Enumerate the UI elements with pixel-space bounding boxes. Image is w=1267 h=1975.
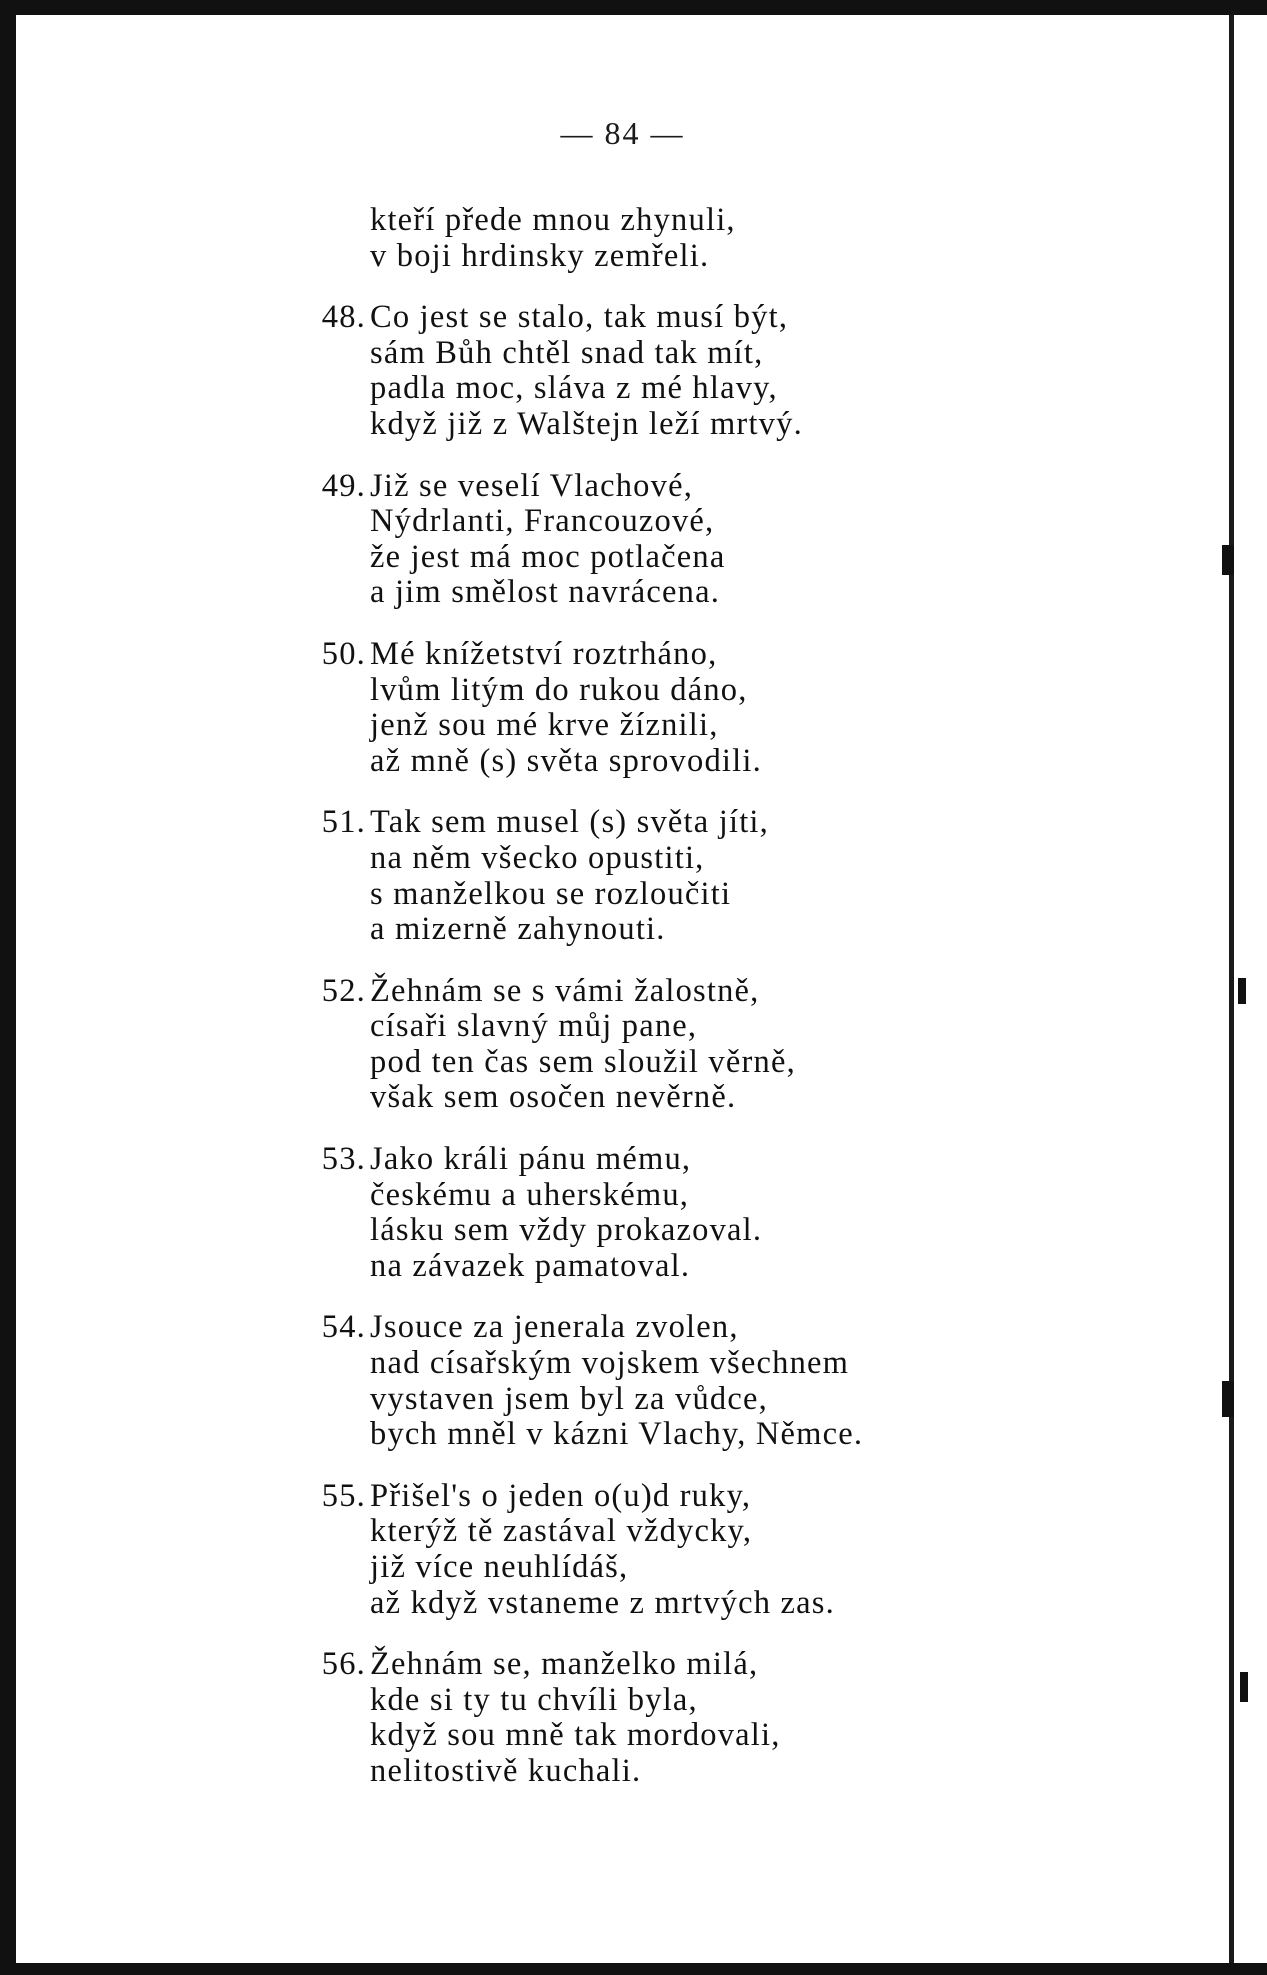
stanza-53	[321, 1141, 863, 1284]
stanza-number: 50.	[321, 635, 366, 672]
stanza-54	[321, 1309, 864, 1453]
verse-line: Žehnám se s vámi žalostně,	[370, 972, 760, 1009]
poem-body	[321, 202, 864, 1816]
binding-mark	[1238, 978, 1246, 1004]
verse-line: nelitostivě kuchali.	[370, 1752, 642, 1789]
verse-line: kteří přede mnou zhynuli,	[370, 202, 736, 238]
verse-line: kterýž tě zastával vždycky,	[370, 1513, 753, 1550]
verse-line: Nýdrlanti, Francouzové,	[370, 503, 715, 540]
verse-line: že jest má moc potlačena	[370, 538, 726, 575]
page-number: — 84 —	[560, 115, 685, 151]
stanza-number: 56.	[321, 1646, 366, 1683]
verse-line: v boji hrdinsky zemřeli.	[370, 237, 710, 274]
verse-line: císaři slavný můj pane,	[370, 1008, 698, 1045]
page-sheet	[16, 15, 1229, 1963]
verse-line: bych mněl v kázni Vlachy, Němce.	[370, 1416, 864, 1453]
verse-line: lvům litým do rukou dáno,	[370, 671, 748, 708]
verse-line: Mé knížetství roztrháno,	[370, 635, 718, 672]
verse-line: Přišel's o jeden o(u)d ruky,	[370, 1477, 752, 1514]
stanza-number: 54.	[321, 1309, 366, 1346]
verse-line: jenž sou mé krve žíznili,	[370, 707, 719, 744]
verse-line: lásku sem vždy prokazoval.	[370, 1212, 763, 1249]
page-binding-edge	[1229, 15, 1267, 1963]
verse-line: až mně (s) světa sprovodili.	[370, 742, 762, 779]
verse-line: Již se veselí Vlachové,	[370, 467, 694, 504]
stanza-52	[321, 972, 863, 1116]
stanza-number: 51.	[321, 804, 366, 841]
stanza-51	[321, 804, 863, 948]
stanza-number: 53.	[321, 1141, 366, 1178]
binding-mark	[1222, 1381, 1234, 1417]
verse-line: když sou mně tak mordovali,	[370, 1717, 781, 1754]
verse-line: Jsouce za jenerala zvolen,	[370, 1309, 739, 1346]
binding-mark	[1222, 545, 1234, 575]
verse-line: na závazek pamatoval.	[370, 1247, 691, 1284]
stanza-number: 52.	[321, 972, 366, 1009]
verse-line: nad císařským vojskem všechnem	[370, 1345, 850, 1382]
verse-line: již více neuhlídáš,	[370, 1549, 629, 1585]
verse-line: když již z Walštejn leží mrtvý.	[370, 405, 803, 442]
stanza-50	[321, 635, 863, 779]
stanza-continuation	[370, 203, 863, 274]
stanza-number: 49.	[321, 467, 366, 504]
verse-line: a jim smělost navrácena.	[370, 574, 721, 611]
verse-line: Co jest se stalo, tak musí být,	[370, 299, 789, 336]
stanza-48	[321, 299, 863, 442]
verse-line: pod ten čas sem sloužil věrně,	[370, 1043, 796, 1080]
stanza-56	[321, 1646, 863, 1789]
verse-line: Tak sem musel (s) světa jíti,	[370, 804, 769, 841]
verse-line: až když vstaneme z mrtvých zas.	[370, 1584, 835, 1621]
stanza-49	[321, 467, 863, 611]
verse-line: Žehnám se, manželko milá,	[370, 1646, 759, 1683]
verse-line: českému a uherskému,	[370, 1176, 690, 1213]
stanza-number: 48.	[321, 299, 366, 336]
verse-line: Jako králi pánu mému,	[370, 1141, 692, 1178]
stanza-number: 55.	[321, 1477, 366, 1514]
verse-line: vystaven jsem byl za vůdce,	[370, 1380, 768, 1417]
verse-line: však sem osočen nevěrně.	[370, 1079, 737, 1116]
binding-mark	[1240, 1672, 1248, 1702]
verse-line: sám Bůh chtěl snad tak mít,	[370, 334, 764, 371]
verse-line: a mizerně zahynouti.	[370, 911, 666, 948]
stanza-55	[321, 1477, 863, 1621]
verse-line: padla moc, sláva z mé hlavy,	[370, 370, 778, 407]
verse-line: na něm všecko opustiti,	[370, 839, 705, 876]
verse-line: kde si ty tu chvíli byla,	[370, 1681, 698, 1718]
verse-line: s manželkou se rozloučiti	[370, 875, 732, 912]
